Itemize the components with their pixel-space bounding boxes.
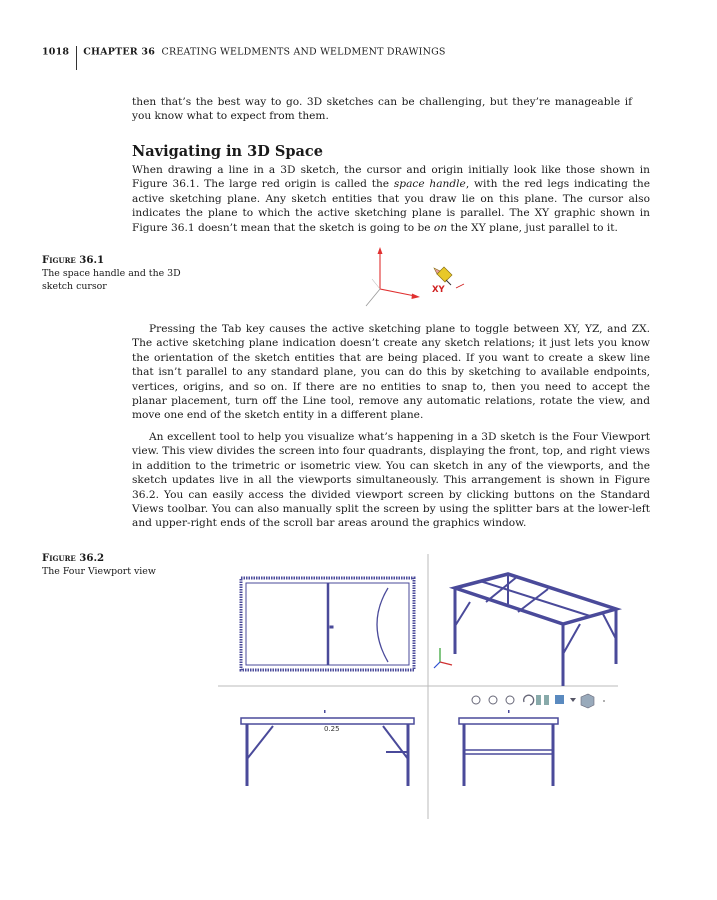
x-arrow-icon — [412, 294, 421, 300]
para3-text: An excellent tool to help you visualize what’s happening in a 3D sketch is the Four Viewport view. This view divides the screen into four quadrants, displaying the front, top, and right views in addition to the trimetric or isometric view. You can sketch in any of the viewports, and the sketch updates live in all the viewports simultaneously. This arrangement is shown in Figure 36.2. You can easily access the divided viewport screen by clicking buttons on the Standard Views toolbar. You can also manually split the screen by using the splitter bars at the lower-left and upper-right ends of the scroll bar areas around the graphics window. — [132, 431, 650, 530]
iso-leg-brace-2 — [563, 624, 580, 654]
triad-icon — [434, 648, 452, 668]
toolbar-dot — [603, 700, 605, 702]
right-view-top-rail — [459, 718, 558, 724]
chevron-down-icon[interactable] — [570, 698, 576, 702]
page-number: 1018 — [42, 46, 70, 58]
iso-leg-brace-1 — [455, 602, 470, 626]
space-handle-term: space handle — [393, 178, 466, 191]
view-toolbar — [472, 694, 605, 708]
y-arrow-icon — [378, 247, 383, 254]
display-style-icon[interactable] — [555, 695, 564, 704]
section-view-icon[interactable] — [536, 695, 541, 705]
iso-leg-brace-3 — [603, 614, 616, 639]
space-handle-back-leg — [372, 279, 380, 289]
right-view-origin — [508, 710, 510, 713]
view-orientation-icon[interactable] — [544, 695, 549, 705]
right-viewport[interactable] — [459, 710, 558, 786]
section-heading: Navigating in 3D Space — [132, 143, 323, 160]
front-view-brace-right — [383, 726, 408, 759]
previous-view-icon[interactable] — [506, 696, 514, 704]
figure-36-2-caption — [42, 552, 212, 578]
figure-36-2-caption-text: The Four Viewport view — [42, 566, 156, 577]
space-handle-x-leg — [380, 289, 415, 296]
para1-text-2: , with the red legs indicating the active sketching plane. Any sketch entities that you draw lie on this plane. The cursor also indicates the plane to which the active sketching plane is parallel. The XY graphic shown in Figure 36.1 doesn’t mean that the sketch is going to be — [132, 178, 650, 234]
front-view-top-rail — [241, 718, 414, 724]
para1-text-3: the XY plane, just parallel to it. — [447, 221, 618, 234]
zoom-to-area-icon[interactable] — [489, 696, 497, 704]
isometric-viewport[interactable] — [455, 574, 616, 686]
intro-paragraph — [132, 95, 632, 124]
para2-text: Pressing the Tab key causes the active sketching plane to toggle between XY, YZ, and ZX. The active sketching plane indication doesn’t create any sketch relations; it just lets you know the orientation of the sketch entities that are being placed. If you want to create a skew line that isn’t parallel to any standard plane, you can do this by sketching to available endpoints, vertices, origins, and so on. If there are no entities to snap to, then you need to accept the planar placement, turn off the Line tool, remove any automatic relations, rotate the view, and move one end of the sketch entity in a different plane. — [132, 323, 650, 422]
paragraph-1 — [132, 163, 650, 235]
front-viewport[interactable] — [241, 710, 414, 786]
figure-36-2-number: Figure 36.2 — [42, 552, 105, 564]
figure-36-1-caption — [42, 254, 212, 293]
rotate-view-icon[interactable] — [524, 695, 534, 705]
para1-text-1: When drawing a line in a 3D sketch, the cursor and origin initially look like those shown in Figure 36.1. The large red origin is called the — [132, 164, 650, 191]
space-handle-z-leg — [366, 289, 380, 306]
running-header — [42, 40, 446, 64]
front-view-origin — [324, 710, 326, 713]
figure-36-1-number: Figure 36.1 — [42, 254, 105, 266]
space-handle — [366, 247, 420, 306]
top-view-origin — [330, 626, 333, 628]
intro-text: then that’s the best way to go. 3D sketches can be challenging, but they’re manageable if you know what to expect from them. — [132, 96, 632, 123]
on-emphasis: on — [433, 221, 448, 234]
right-view-crossbar — [464, 750, 553, 754]
cursor-plane-tag: XY — [432, 285, 445, 295]
header-divider — [76, 46, 77, 70]
paragraph-3 — [132, 430, 650, 531]
figure-36-1-caption-text: The space handle and the 3D sketch cursor — [42, 268, 181, 292]
paragraph-2 — [132, 322, 650, 423]
top-view-arc-sketch — [377, 588, 388, 662]
top-viewport[interactable] — [241, 578, 414, 670]
pencil-cursor-icon — [434, 267, 452, 285]
cursor-tag-tick — [456, 284, 464, 288]
chapter-title: CREATING WELDMENTS AND WELDMENT DRAWINGS — [161, 46, 446, 58]
four-viewport-screenshot — [218, 554, 618, 819]
zoom-to-fit-icon[interactable] — [472, 696, 480, 704]
front-view-brace-left — [247, 726, 273, 759]
dimension-label: 0.25 — [324, 725, 340, 733]
figure-36-1-graphic — [360, 244, 480, 314]
chapter-number: CHAPTER 36 — [83, 46, 156, 58]
view-cube-icon[interactable] — [581, 694, 594, 708]
